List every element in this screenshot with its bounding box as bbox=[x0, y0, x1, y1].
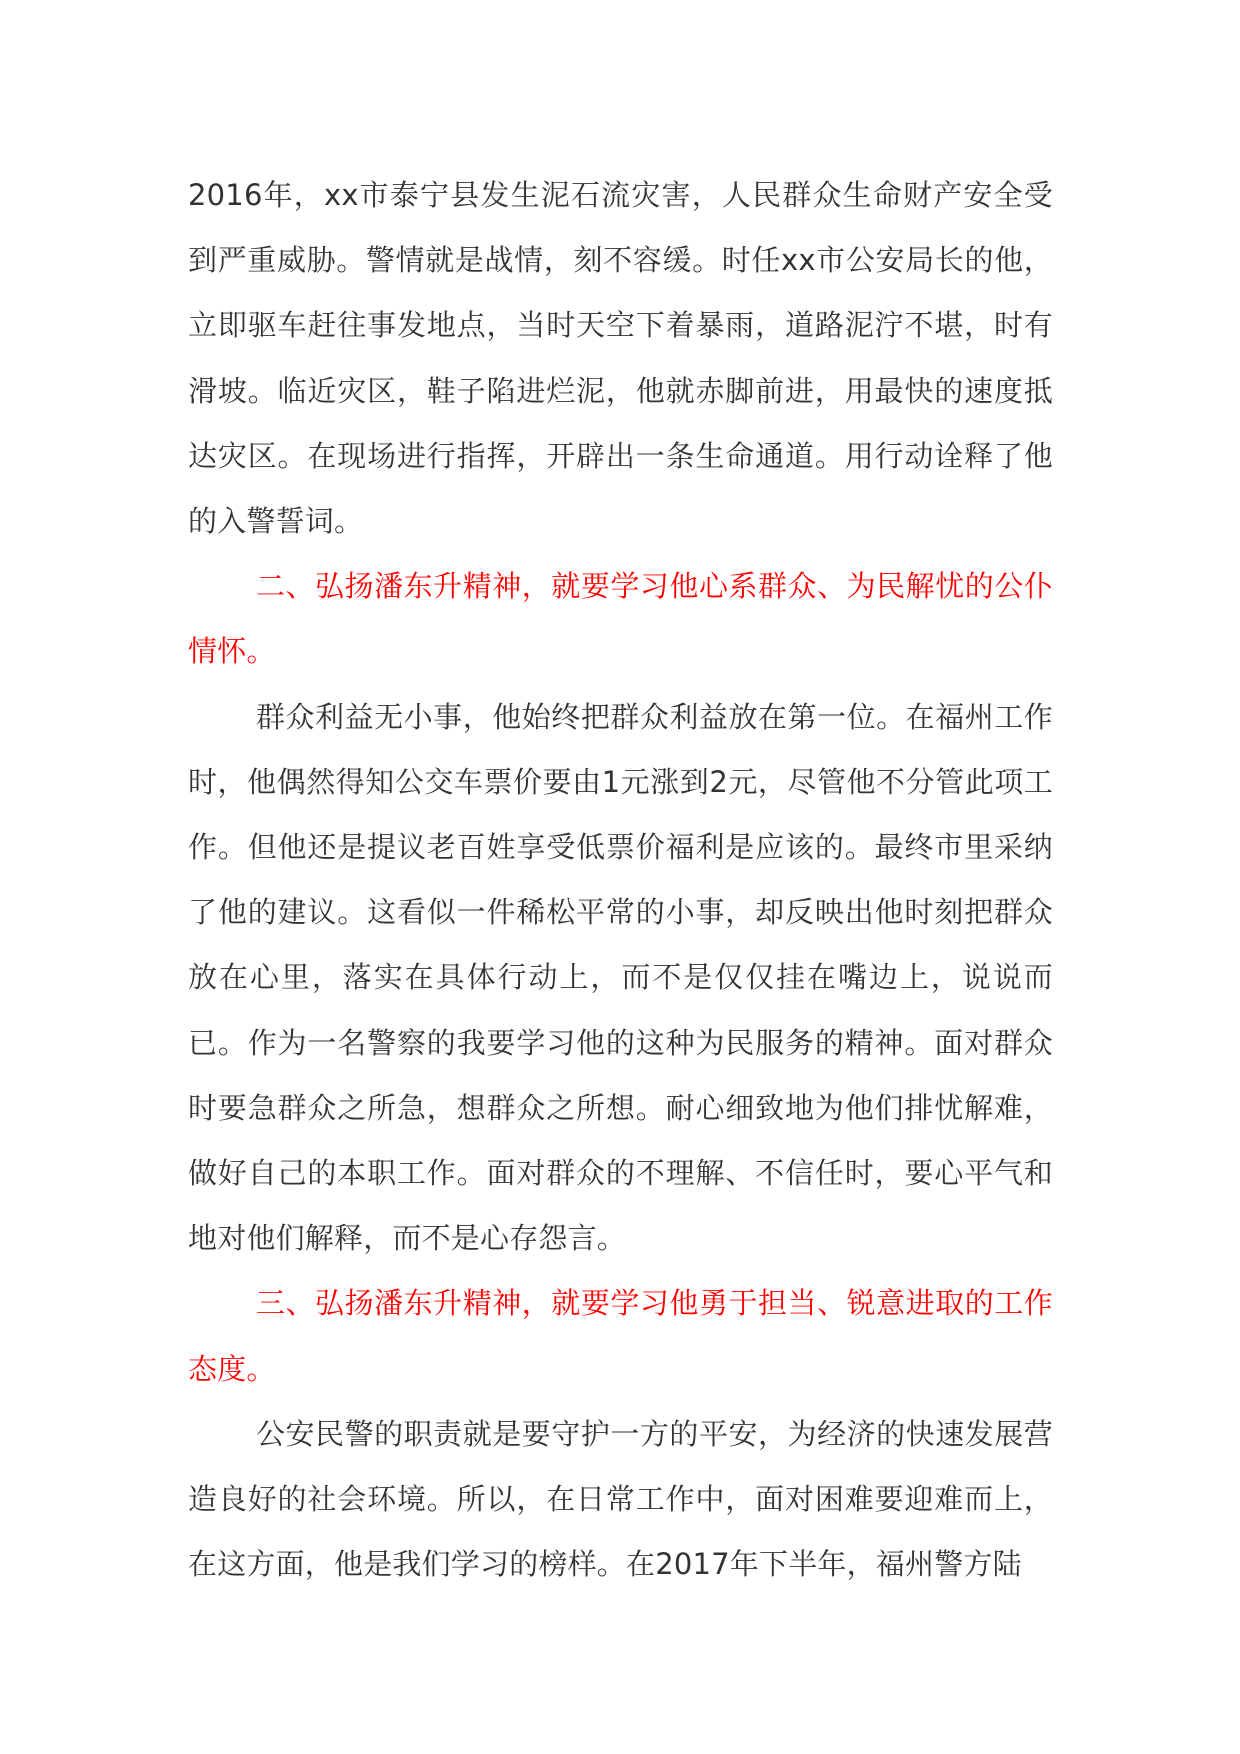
section-heading-3: 三、弘扬潘东升精神，就要学习他勇于担当、锐意进取的工作态度。 bbox=[188, 1286, 1053, 1386]
body-paragraph-3: 公安民警的职责就是要守护一方的平安，为经济的快速发展营造良好的社会环境。所以，在日常工作中，面对困难要迎难而上，在这方面，他是我们学习的榜样。在2017年下半年，福州警方陆 bbox=[188, 1416, 1053, 1582]
body-paragraph-2: 群众利益无小事，他始终把群众利益放在第一位。在福州工作时，他偶然得知公交车票价要由1元涨到2元，尽管他不分管此项工作。但他还是提议老百姓享受低票价福利是应该的。最终市里采纳了他的建议。这看似一件稀松平常的小事，却反映出他时刻把群众放在心里，落实在具体行动上，而不是仅仅挂在嘴边上，说说而已。作为一名警察的我要学习他的这种为民服务的精神。面对群众时要急群众之所急，想群众之所想。耐心细致地为他们排忧解难，做好自己的本职工作。面对群众的不理解、不信任时，要心平气和地对他们解释，而不是心存怨言。 bbox=[188, 699, 1053, 1256]
document-page bbox=[188, 163, 1053, 1597]
body-paragraph-1: 2016年，xx市泰宁县发生泥石流灾害，人民群众生命财产安全受到严重威胁。警情就是战情，刻不容缓。时任xx市公安局长的他，立即驱车赶往事发地点，当时天空下着暴雨，道路泥泞不堪，时有滑坡。临近灾区，鞋子陷进烂泥，他就赤脚前进，用最快的速度抵达灾区。在现场进行指挥，开辟出一条生命通道。用行动诠释了他的入警誓词。 bbox=[188, 178, 1053, 539]
section-heading-2: 二、弘扬潘东升精神，就要学习他心系群众、为民解忧的公仆情怀。 bbox=[188, 569, 1053, 669]
